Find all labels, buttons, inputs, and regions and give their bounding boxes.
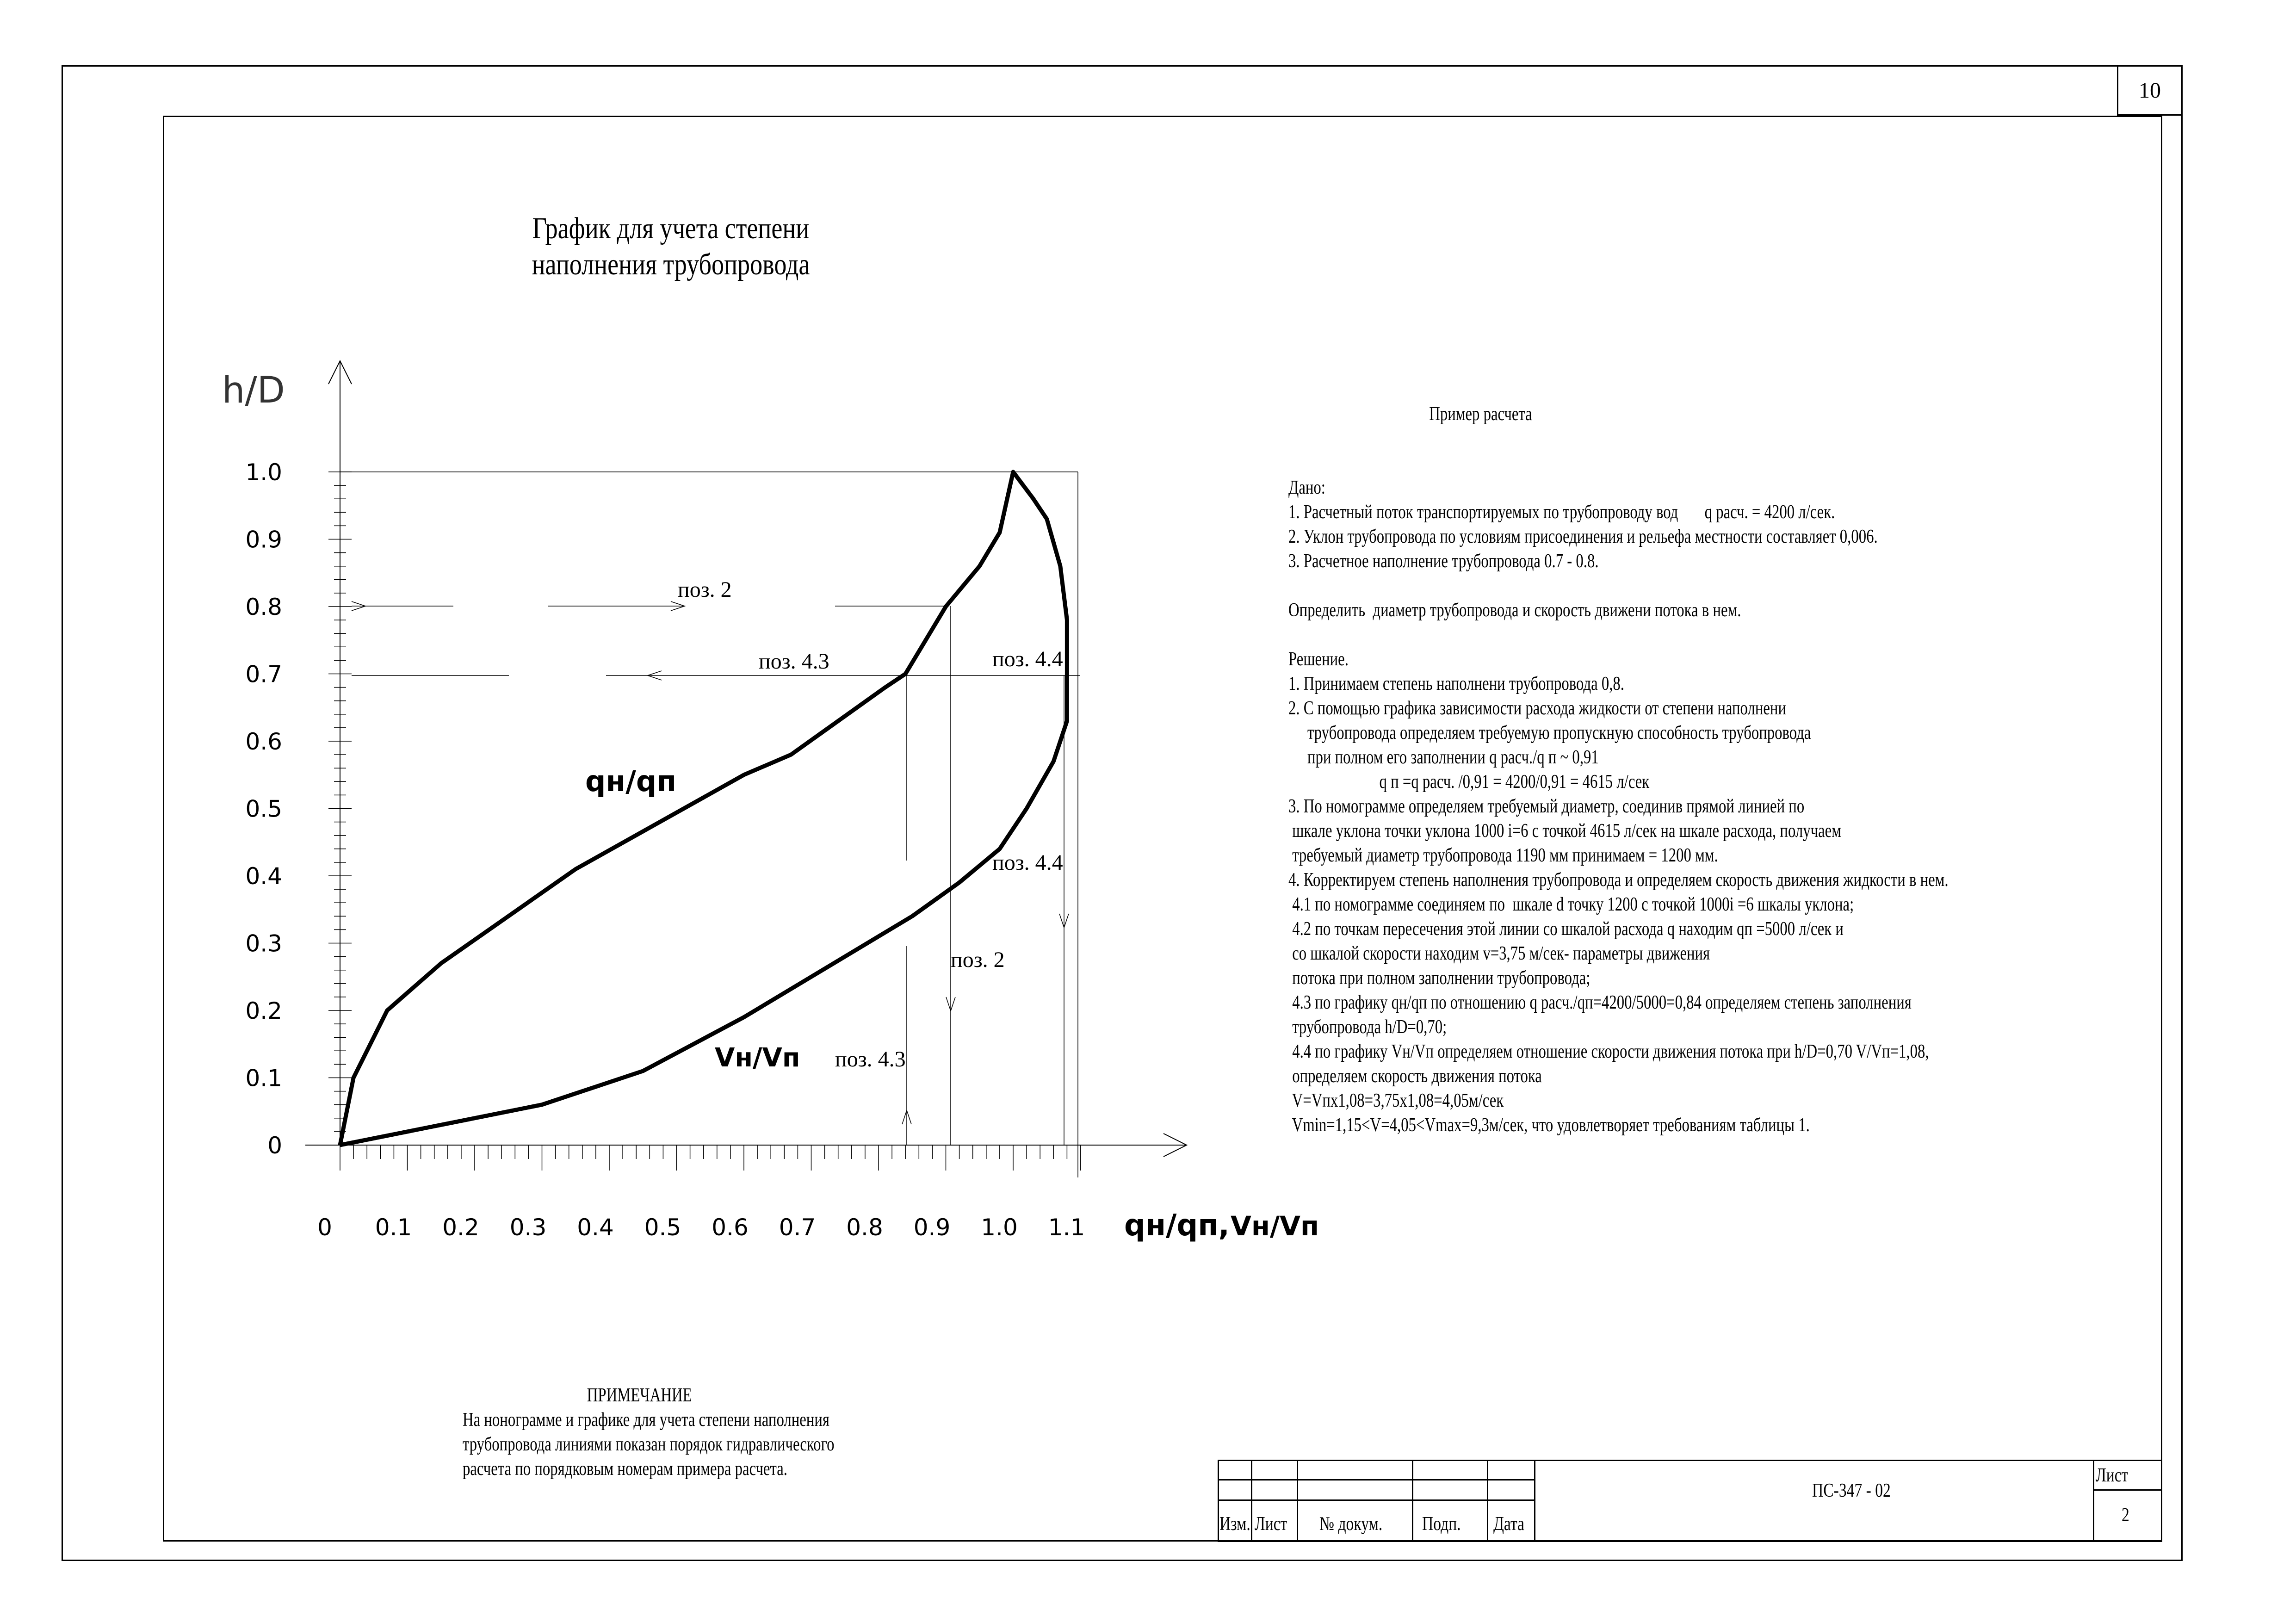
example-line: 1. Принимаем степень наполнени трубопровода 0,8. xyxy=(1288,673,1625,694)
x-axis-label-part2: Vн/Vп xyxy=(1231,1210,1319,1242)
stamp-izm: Изм. xyxy=(1219,1513,1250,1535)
stamp-code: ПС-347 - 02 xyxy=(1812,1480,1891,1501)
x-tick-label: 0.2 xyxy=(442,1214,479,1241)
y-axis-label: h/D xyxy=(222,370,285,411)
stamp-cell xyxy=(1412,1460,1488,1481)
example-line: 4.3 по графику qн/qп по отношению q расч./qп=4200/5000=0,84 определяем степень заполнения xyxy=(1288,992,1912,1013)
stamp-doc: № докум. xyxy=(1319,1513,1383,1535)
example-line: 3. По номограмме определяем требуемый диаметр, соединив прямой линией по xyxy=(1288,796,1805,817)
example-line xyxy=(1288,574,1974,598)
curve-label-v: Vн/Vп xyxy=(715,1043,800,1073)
x-tick-label: 1.0 xyxy=(981,1214,1018,1241)
example-line: требуемый диаметр трубопровода 1190 мм принимаем = 1200 мм. xyxy=(1288,845,1718,866)
example-line: 3. Расчетное наполнение трубопровода 0.7 - 0.8. xyxy=(1288,551,1599,572)
y-tick-label: 0.3 xyxy=(245,930,282,957)
stamp-cell xyxy=(1218,1479,1252,1501)
annot-poz43-bottom: поз. 4.3 xyxy=(835,1047,906,1072)
x-tick-label: 0.6 xyxy=(712,1214,749,1241)
note-line: трубопровода линиями показан порядок гидравлического xyxy=(463,1434,835,1455)
example-line: определяем скорость движения потока xyxy=(1288,1065,1542,1087)
x-tick-label: 0.1 xyxy=(375,1214,412,1241)
stamp-sheet-number: 2 xyxy=(2122,1505,2129,1526)
example-line: 1. Расчетный поток транспортируемых по трубопроводу вод q расч. = 4200 л/сек. xyxy=(1288,502,1835,523)
x-tick-label: 0.3 xyxy=(509,1214,547,1241)
stamp-cell xyxy=(1218,1460,1252,1481)
page-number: 10 xyxy=(2117,65,2183,116)
example-line xyxy=(1288,623,1974,647)
example-heading: Пример расчета xyxy=(1429,403,1532,425)
y-tick-label: 0.7 xyxy=(245,661,282,688)
x-tick-label: 0 xyxy=(317,1214,332,1241)
stamp-cell xyxy=(1297,1479,1413,1501)
example-line: Дано: xyxy=(1288,477,1325,498)
y-tick-label: 0 xyxy=(267,1132,282,1159)
stamp-cell xyxy=(1251,1460,1298,1481)
example-line: при полном его заполнении q расч./q п ~ 0,91 xyxy=(1288,747,1599,768)
note-line: На нонограмме и графике для учета степени наполнения xyxy=(463,1409,829,1431)
annot-poz44-mid: поз. 4.4 xyxy=(992,850,1063,875)
chart-title-line1: График для учета степени xyxy=(532,211,810,245)
example-body xyxy=(1288,476,1974,1138)
y-tick-label: 0.6 xyxy=(245,728,282,755)
example-line: q п =q расч. /0,91 = 4200/0,91 = 4615 л/сек xyxy=(1288,771,1650,793)
annot-poz44-top: поз. 4.4 xyxy=(992,647,1063,671)
stamp-cell xyxy=(1487,1460,1535,1481)
x-tick-label: 0.7 xyxy=(779,1214,816,1241)
note-line: расчета по порядковым номерам примера расчета. xyxy=(463,1458,787,1480)
example-line: шкале уклона точки уклона 1000 i=6 с точкой 4615 л/сек на шкале расхода, получаем xyxy=(1288,820,1841,842)
example-line: со шкалой скорости находим v=3,75 м/сек- параметры движения xyxy=(1288,943,1710,964)
stamp-podp: Подп. xyxy=(1422,1513,1461,1535)
x-tick-label: 1.1 xyxy=(1048,1214,1085,1241)
y-tick-label: 0.9 xyxy=(245,526,282,553)
y-tick-label: 0.5 xyxy=(245,795,282,823)
stamp-sheet-label: Лист xyxy=(2096,1465,2129,1486)
x-tick-label: 0.5 xyxy=(644,1214,681,1241)
curve-label-q: qн/qп xyxy=(585,764,677,798)
example-line: 4.2 по точкам пересечения этой линии со шкалой расхода q находим qп =5000 л/сек и xyxy=(1288,918,1844,940)
example-line: 4. Корректируем степень наполнения трубопровода и определяем скорость движения жидкости в нем. xyxy=(1288,869,1949,891)
example-line: Решение. xyxy=(1288,649,1349,670)
y-tick-label: 1.0 xyxy=(245,459,282,486)
example-line: 2. С помощью графика зависимости расхода жидкости от степени наполнени xyxy=(1288,698,1786,719)
annot-poz43-top: поз. 4.3 xyxy=(759,649,829,674)
note-block xyxy=(463,1383,896,1481)
y-tick-label: 0.8 xyxy=(245,594,282,620)
stamp-cell xyxy=(1251,1479,1298,1501)
x-axis-label-part1: qн/qп, xyxy=(1124,1208,1230,1243)
curve-qn-vn xyxy=(340,472,1067,1145)
stamp-cell xyxy=(1487,1479,1535,1501)
x-tick-label: 0.9 xyxy=(913,1214,951,1241)
example-line: потока при полном заполнении трубопровода; xyxy=(1288,967,1590,989)
chart-title-line2: наполнения трубопровода xyxy=(532,248,810,281)
stamp-cell xyxy=(1297,1460,1413,1481)
note-body xyxy=(463,1408,896,1481)
calc-example xyxy=(1288,353,1974,1162)
stamp-list: Лист xyxy=(1255,1513,1287,1535)
example-line: 4.1 по номограмме соединяем по шкале d точку 1200 с точкой 1000i =6 шкалы уклона; xyxy=(1288,894,1854,915)
x-tick-label: 0.8 xyxy=(846,1214,883,1241)
y-tick-label: 0.4 xyxy=(245,863,282,890)
example-line: V=Vпх1,08=3,75х1,08=4,05м/сек xyxy=(1288,1090,1504,1111)
stamp-cell xyxy=(1412,1479,1488,1501)
example-line: трубопровода h/D=0,70; xyxy=(1288,1016,1447,1038)
example-line: 2. Уклон трубопровода по условиям присоединения и рельефа местности составляет 0,006. xyxy=(1288,526,1878,547)
example-line: 4.4 по графику Vн/Vп определяем отношение скорости движения потока при h/D=0,70 V/Vп=1,08, xyxy=(1288,1041,1929,1062)
annot-poz2-top: поз. 2 xyxy=(678,577,732,602)
example-line: Определить диаметр трубопровода и скорость движени потока в нем. xyxy=(1288,600,1741,621)
annot-poz2-bottom: поз. 2 xyxy=(951,948,1005,972)
y-tick-label: 0.2 xyxy=(245,997,282,1024)
x-tick-label: 0.4 xyxy=(577,1214,614,1241)
y-tick-label: 0.1 xyxy=(245,1065,282,1092)
stamp-date: Дата xyxy=(1493,1513,1524,1535)
example-line: Vmin=1,15<V=4,05<Vmax=9,3м/сек, что удовлетворяет требованиям таблицы 1. xyxy=(1288,1115,1810,1136)
note-heading: ПРИМЕЧАНИЕ xyxy=(587,1385,692,1406)
example-line: трубопровода определяем требуемую пропускную способность трубопровода xyxy=(1288,722,1811,743)
